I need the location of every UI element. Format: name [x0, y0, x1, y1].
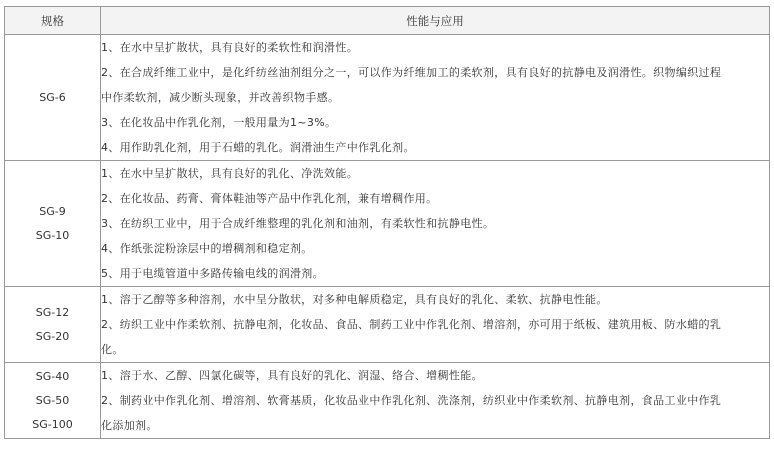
spec-label: SG-50 — [35, 393, 70, 407]
description-line: 中作柔软剂，减少断头现象，并改善织物手感。 — [101, 91, 340, 104]
spec-label: SG-6 — [39, 90, 66, 104]
description-line: 2、在合成纤维工业中，是化纤纺丝油剂组分之一，可以作为纤维加工的柔软剂，具有良好的抗静电及润滑性。织物编织过程 — [101, 66, 722, 79]
description-line: 3、在化妆品中作乳化剂，一般用量为1~3%。 — [101, 116, 337, 129]
description-line: 化。 — [101, 343, 124, 356]
header-spec: 规格 — [5, 7, 101, 35]
spec-label: SG-40 — [35, 369, 70, 383]
spec-cell — [5, 363, 101, 439]
description-line: 1、溶于乙醇等多种溶剂，水中呈分散状，对多种电解质稳定，具有良好的乳化、柔软、抗静电性能。 — [101, 293, 608, 306]
description-line: 4、作纸张淀粉涂层中的增稠剂和稳定剂。 — [101, 242, 313, 255]
description-line: 1、在水中呈扩散状，具有良好的乳化、净洗效能。 — [101, 167, 359, 180]
description-line: 5、用于电缆管道中多路传输电线的润滑剂。 — [101, 267, 324, 280]
description-line: 1、在水中呈扩散状，具有良好的柔软性和润滑性。 — [101, 41, 359, 54]
spec-cell — [5, 161, 101, 287]
table-row — [5, 287, 770, 363]
spec-cell — [5, 35, 101, 161]
spec-label: SG-100 — [32, 417, 73, 431]
spec-label: SG-20 — [35, 329, 70, 343]
description-line: 1、溶于水、乙醇、四氯化碳等，具有良好的乳化、润湿、络合、增稠性能。 — [101, 369, 483, 382]
spec-table-container — [4, 6, 770, 439]
table-header-row — [5, 7, 770, 35]
description-line: 2、在化妆品、药膏、膏体鞋油等产品中作乳化剂，兼有增稠作用。 — [101, 192, 438, 205]
description-line: 3、在纺织工业中，用于合成纤维整理的乳化剂和油剂，有柔软性和抗静电性。 — [101, 217, 495, 230]
description-cell — [101, 287, 770, 363]
table-row — [5, 161, 770, 287]
spec-label: SG-12 — [35, 305, 70, 319]
description-cell — [101, 363, 770, 439]
header-properties: 性能与应用 — [101, 7, 770, 35]
table-row — [5, 35, 770, 161]
description-line: 2、纺织工业中作柔软剂、抗静电剂，化妆品、食品、制药工业中作乳化剂、增溶剂，亦可用于纸板、建筑用板、防水蜡的乳 — [101, 318, 722, 331]
description-cell — [101, 35, 770, 161]
spec-label: SG-10 — [35, 228, 70, 242]
spec-table — [4, 6, 770, 439]
spec-label: SG-9 — [39, 204, 66, 218]
description-cell — [101, 161, 770, 287]
description-line: 2、制药业中作乳化剂、增溶剂、软膏基质，化妆品业中作乳化剂、洗涤剂，纺织业中作柔软剂、抗静电剂，食品工业中作乳 — [101, 394, 722, 407]
description-line: 4、用作助乳化剂，用于石蜡的乳化。润滑油生产中作乳化剂。 — [101, 141, 415, 154]
description-line: 化添加剂。 — [101, 419, 158, 432]
table-row — [5, 363, 770, 439]
spec-cell — [5, 287, 101, 363]
